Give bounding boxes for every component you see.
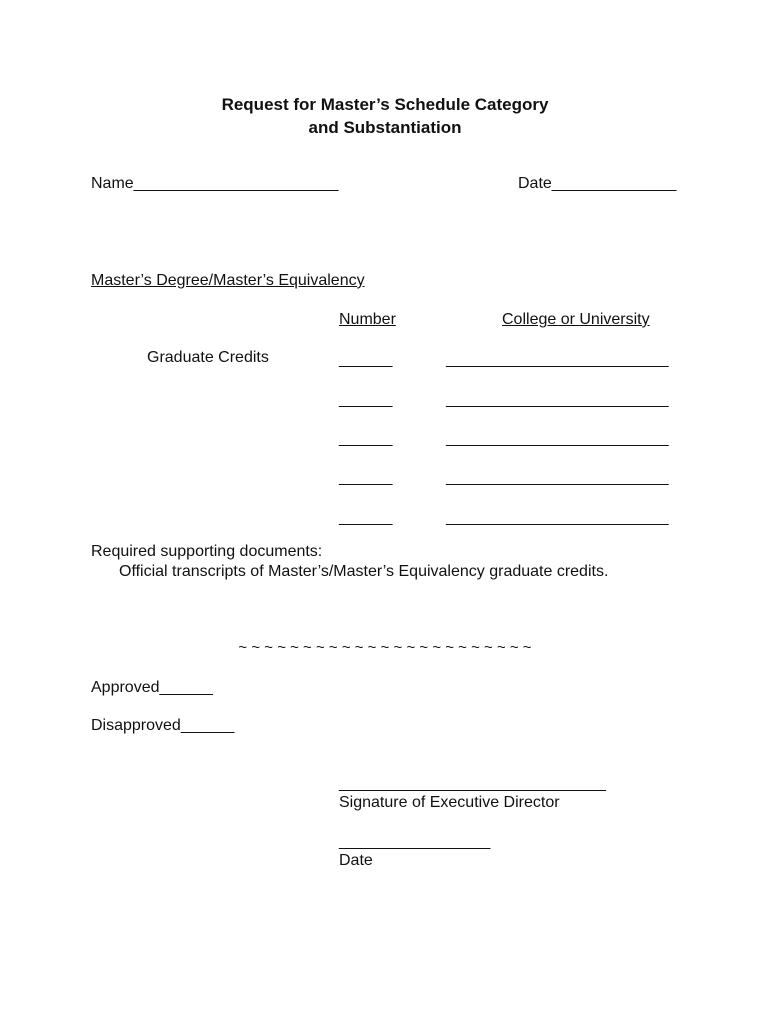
signature-line[interactable]: ______________________________ xyxy=(339,775,606,792)
column-header-college: College or University xyxy=(502,311,650,328)
date-sign-label: Date xyxy=(339,852,373,869)
approved-field[interactable]: Approved______ xyxy=(91,679,213,696)
number-field[interactable]: ______ xyxy=(339,509,393,526)
college-field[interactable]: _________________________ xyxy=(446,351,669,368)
signature-label: Signature of Executive Director xyxy=(339,794,560,811)
column-header-number: Number xyxy=(339,311,396,328)
number-field[interactable]: ______ xyxy=(339,469,393,486)
college-field[interactable]: _________________________ xyxy=(446,430,669,447)
number-field[interactable]: ______ xyxy=(339,430,393,447)
disapproved-field[interactable]: Disapproved______ xyxy=(91,717,235,734)
required-docs-heading: Required supporting documents: xyxy=(91,543,323,560)
form-title-line-2: and Substantiation xyxy=(308,118,462,137)
name-field[interactable]: Name_______________________ xyxy=(91,175,339,192)
college-field[interactable]: _________________________ xyxy=(446,391,669,408)
number-field[interactable]: ______ xyxy=(339,391,393,408)
section-heading: Master’s Degree/Master’s Equivalency xyxy=(91,272,365,289)
college-field[interactable]: _________________________ xyxy=(446,469,669,486)
graduate-credits-label: Graduate Credits xyxy=(147,349,269,366)
date-field[interactable]: Date______________ xyxy=(518,175,677,192)
form-title-line-1: Request for Master’s Schedule Category xyxy=(221,95,549,114)
college-field[interactable]: _________________________ xyxy=(446,509,669,526)
required-docs-item: Official transcripts of Master’s/Master’s Equivalency graduate credits. xyxy=(119,563,609,580)
date-sign-line[interactable]: _________________ xyxy=(339,833,491,850)
number-field[interactable]: ______ xyxy=(339,351,393,368)
tilde-divider: ~ ~ ~ ~ ~ ~ ~ ~ ~ ~ ~ ~ ~ ~ ~ ~ ~ ~ ~ ~ ~ ~ ~ xyxy=(238,639,532,656)
